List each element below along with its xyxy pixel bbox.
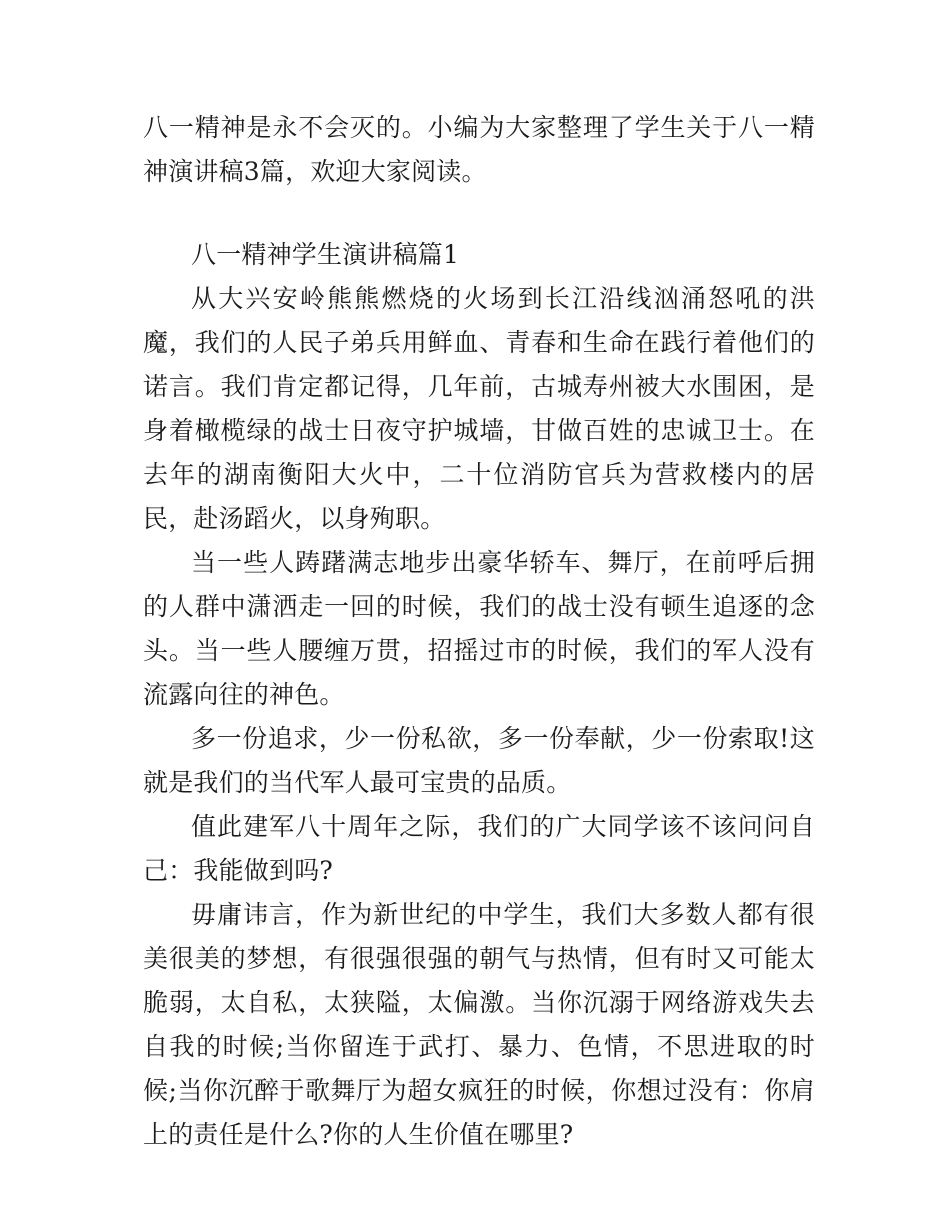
paragraph-3: 多一份追求，少一份私欲，多一份奉献，少一份索取!这就是我们的当代军人最可宝贵的品质。 bbox=[143, 724, 815, 797]
paragraph-2: 当一些人踌躇满志地步出豪华轿车、舞厅，在前呼后拥的人群中潇洒走一回的时候，我们的战士没有顿生追逐的念头。当一些人腰缠万贯，招摇过市的时候，我们的军人没有流露向往的神色。 bbox=[143, 548, 815, 709]
paragraph-4: 值此建军八十周年之际，我们的广大同学该不该问问自己：我能做到吗? bbox=[143, 812, 815, 885]
paragraph-1: 从大兴安岭熊熊燃烧的火场到长江沿线汹涌怒吼的洪魔，我们的人民子弟兵用鲜血、青春和生命在践行着他们的诺言。我们肯定都记得，几年前，古城寿州被大水围困，是身着橄榄绿的战士日夜守护城墙，甘做百姓的忠诚卫士。在去年的湖南衡阳大火中，二十位消防官兵为营救楼内的居民，赴汤蹈火，以身殉职。 bbox=[143, 284, 815, 533]
paragraph-5: 毋庸讳言，作为新世纪的中学生，我们大多数人都有很美很美的梦想，有很强很强的朝气与热情，但有时又可能太脆弱，太自私，太狭隘，太偏激。当你沉溺于网络游戏失去自我的时候;当你留连于武打、暴力、色情，不思进取的时候;当你沉醉于歌舞厅为超女疯狂的时候，你想过没有：你肩上的责任是什么?你的人生价值在哪里? bbox=[143, 900, 815, 1149]
article-body bbox=[143, 233, 815, 1157]
intro-paragraph: 八一精神是永不会灭的。小编为大家整理了学生关于八一精神演讲稿3篇，欢迎大家阅读。 bbox=[143, 113, 815, 186]
section-heading: 八一精神学生演讲稿篇1 bbox=[191, 240, 460, 269]
intro-block bbox=[143, 106, 815, 194]
